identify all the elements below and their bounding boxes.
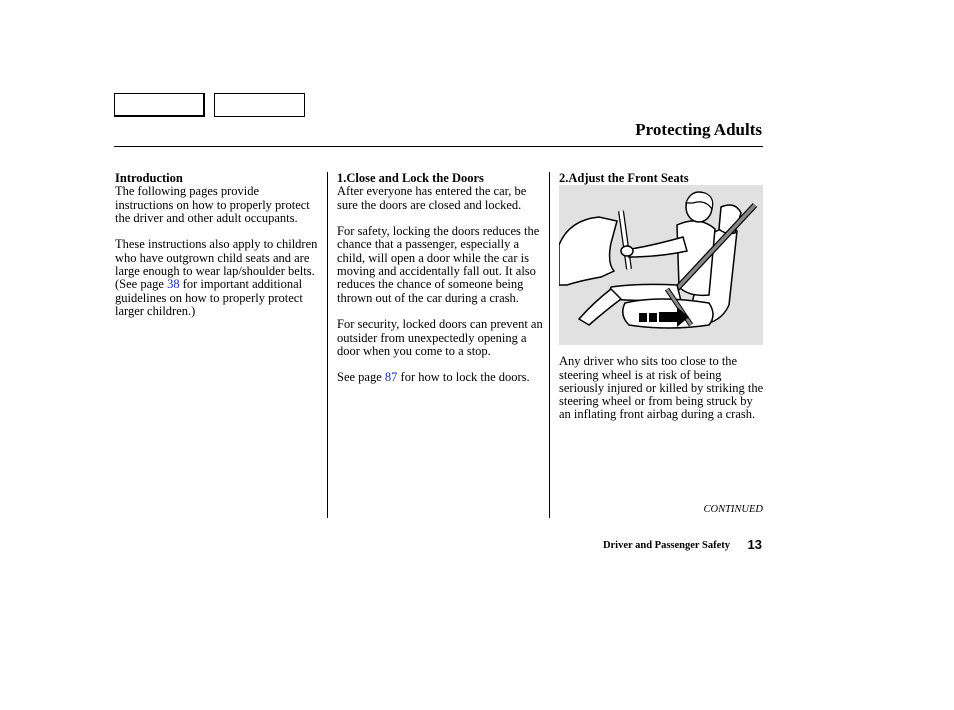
intro-p2-text-a: These instructions also apply to children who have outgrown child seats and are large enough to wear lap/shoulder belts. (See page [115,237,318,292]
nav-button-home[interactable] [114,93,205,117]
header-divider [114,146,763,147]
page-38-link[interactable]: 38 [167,277,180,292]
doors-paragraph-3: For security, locked doors can prevent an outsider from unexpectedly opening a door when you come to a stop. [337,317,543,358]
page-title: Protecting Adults [635,120,762,139]
doors-p4-text-b: for how to lock the doors. [397,370,530,385]
page-87-link[interactable]: 87 [384,370,398,385]
doors-heading: 1.Close and Lock the Doors [337,171,484,185]
introduction-paragraph-1: The following pages provide instructions on how to properly protect the driver and other adult occupants. [115,184,310,225]
doors-paragraph-4 [337,371,545,384]
seats-heading: 2.Adjust the Front Seats [559,171,689,185]
continued-label: CONTINUED [703,504,763,515]
introduction-heading: Introduction [115,171,183,185]
doors-paragraph-2: For safety, locking the doors reduces the chance that a passenger, especially a child, will open a door while the car is moving and accidentally fall out. It also reduces the chance of someone being thrown out of the car during a crash. [337,224,540,305]
seats-column [559,172,764,435]
seats-paragraph-1: Any driver who sits too close to the steering wheel is at risk of being seriously injured or killed by striking the steering wheel or from being struck by an inflating front airbag during a crash. [559,354,764,422]
intro-p2-text-b: for important additional guidelines on how to properly protect larger children.) [115,277,303,318]
page-number: 13 [747,537,762,552]
footer-section-title: Driver and Passenger Safety [602,540,730,551]
introduction-paragraph-2 [115,238,320,318]
doors-p4-text-a: See page [337,370,385,385]
nav-button-index[interactable] [214,93,305,117]
column-divider-2 [549,172,550,518]
driver-seat-illustration [559,185,763,345]
doors-column [337,172,545,398]
introduction-column [115,172,320,332]
column-divider-1 [327,172,328,518]
doors-paragraph-1: After everyone has entered the car, be sure the doors are closed and locked. [337,184,527,212]
